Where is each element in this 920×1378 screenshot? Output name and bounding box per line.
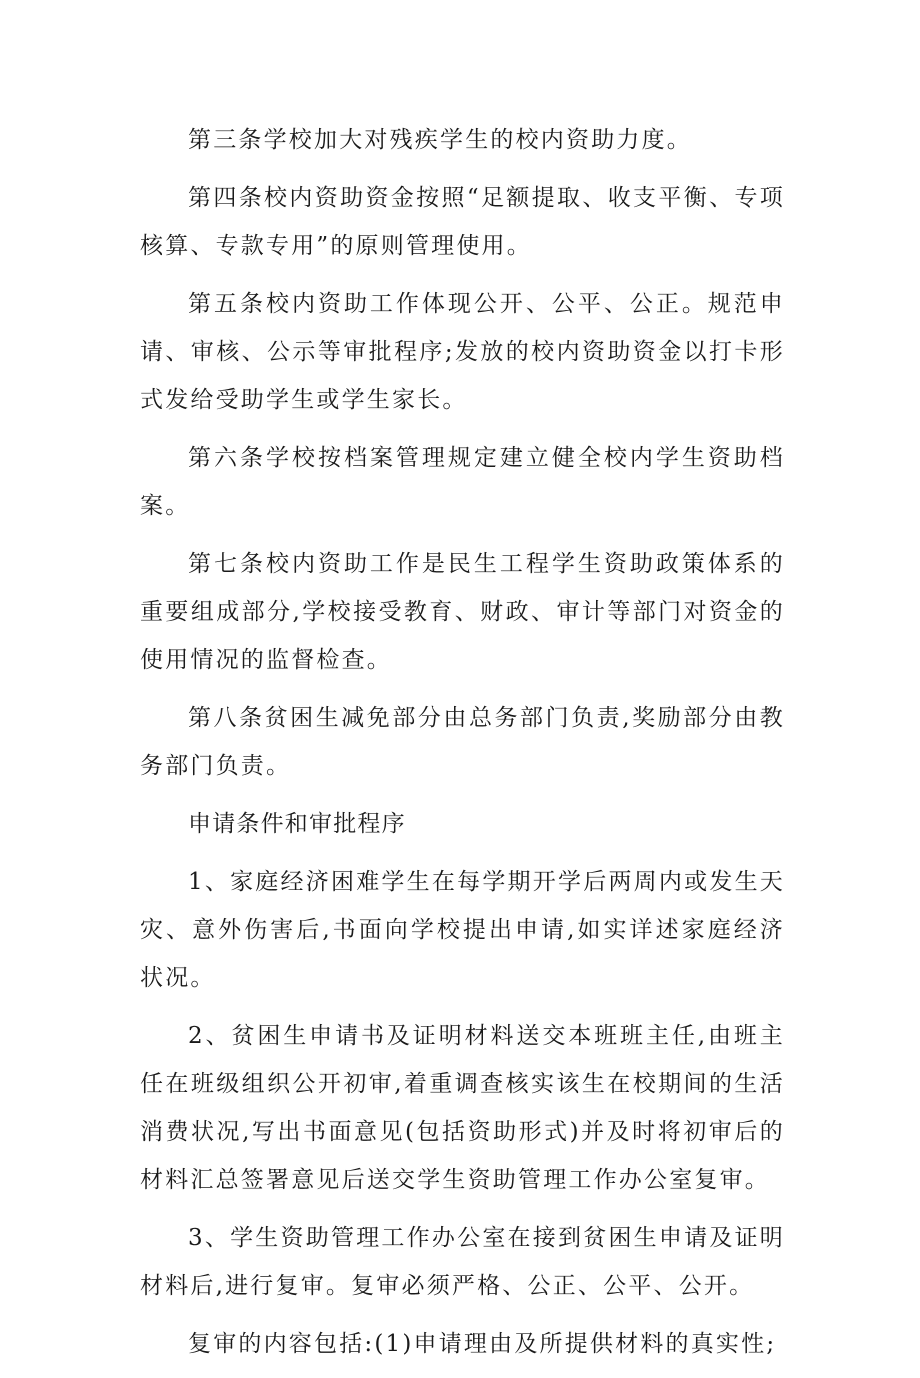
paragraph-item-3: 3、学生资助管理工作办公室在接到贫困生申请及证明材料后,进行复审。复审必须严格、公正、公平、公开。 <box>140 1225 785 1299</box>
paragraph-item-1: 1、家庭经济困难学生在每学期开学后两周内或发生天灾、意外伤害后,书面向学校提出申请,如实详述家庭经济状况。 <box>140 869 785 991</box>
document-body <box>140 116 785 1378</box>
paragraph-article-6: 第六条学校按档案管理规定建立健全校内学生资助档案。 <box>140 445 785 519</box>
paragraph-item-2: 2、贫困生申请书及证明材料送交本班班主任,由班主任在班级组织公开初审,着重调查核实该生在校期间的生活消费状况,写出书面意见(包括资助形式)并及时将初审后的材料汇总签署意见后送交学生资助管理工作办公室复审。 <box>140 1023 785 1193</box>
paragraph-article-7: 第七条校内资助工作是民生工程学生资助政策体系的重要组成部分,学校接受教育、财政、审计等部门对资金的使用情况的监督检查。 <box>140 551 785 673</box>
paragraph-article-3: 第三条学校加大对残疾学生的校内资助力度。 <box>188 127 692 153</box>
paragraph-article-4: 第四条校内资助资金按照“足额提取、收支平衡、专项核算、专款专用”的原则管理使用。 <box>140 185 785 259</box>
paragraph-article-5: 第五条校内资助工作体现公开、公平、公正。规范申请、审核、公示等审批程序;发放的校内资助资金以打卡形式发给受助学生或学生家长。 <box>140 291 785 413</box>
paragraph-article-8: 第八条贫困生减免部分由总务部门负责,奖励部分由教务部门负责。 <box>140 705 785 779</box>
section-heading-application: 申请条件和审批程序 <box>188 811 406 837</box>
paragraph-review-content: 复审的内容包括:(1)申请理由及所提供材料的真实性; <box>188 1331 777 1357</box>
